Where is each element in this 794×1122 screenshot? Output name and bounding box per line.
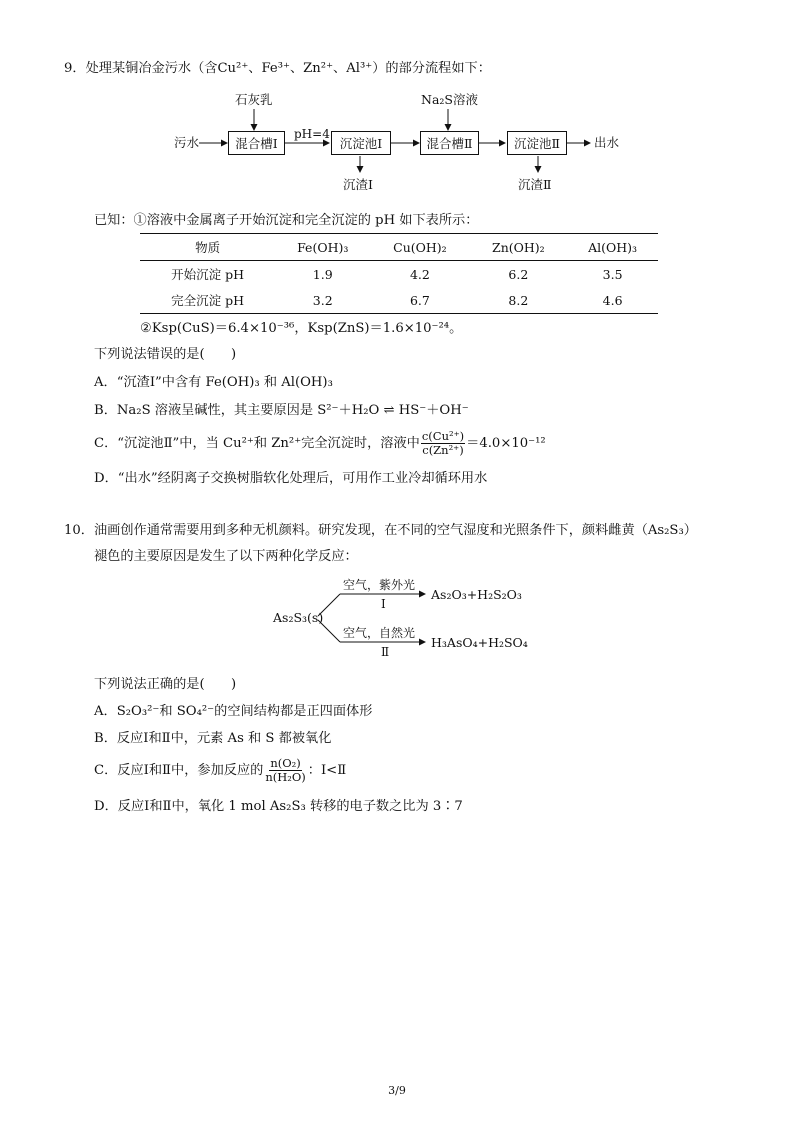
table-cell: 开始沉淀 pH	[171, 267, 245, 282]
q10-option-c-value: ：Ⅰ<Ⅱ	[307, 763, 347, 779]
reaction-product-lower: H₃AsO₄+H₂SO₄	[431, 635, 528, 650]
table-cell: 1.9	[312, 266, 333, 282]
flow-output-label: 出水	[594, 135, 620, 150]
q10-option-c	[94, 757, 346, 784]
q9-option-b: B．Na₂S 溶液呈碱性，其主要原因是 S²⁻＋H₂O ⇌ HS⁻＋OH⁻	[94, 403, 469, 418]
fraction-numerator: c(Cu²⁺)	[421, 429, 465, 443]
flow-input-label: 污水	[174, 135, 200, 150]
table-cell: 8.2	[508, 292, 529, 308]
q9-ask: 下列说法错误的是( )	[94, 347, 237, 362]
ph-table-header-cell: Cu(OH)₂	[393, 239, 447, 255]
flow-pool2-box: 沉淀池Ⅱ	[507, 131, 567, 155]
fraction-denominator: n(H₂O)	[265, 770, 306, 785]
ph-table-header-cell: Al(OH)₃	[588, 239, 638, 255]
flow-tank1-box: 混合槽Ⅰ	[228, 131, 285, 155]
fraction-numerator: n(O₂)	[270, 756, 301, 770]
flow-residue1-label: 沉渣Ⅰ	[343, 177, 373, 192]
q9-option-c-value: ＝4.0×10⁻¹²	[466, 436, 546, 452]
reaction-roman-lower: Ⅱ	[381, 645, 390, 659]
q10-option-d: D．反应Ⅰ和Ⅱ中，氧化 1 mol As₂S₃ 转移的电子数之比为 3∶7	[94, 799, 463, 814]
reaction-condition-lower: 空气，自然光	[343, 626, 416, 640]
ph-table-header-cell: Fe(OH)₃	[297, 239, 349, 255]
table-cell: 4.2	[409, 266, 430, 282]
flow-residue2-label: 沉渣Ⅱ	[518, 177, 552, 192]
table-cell: 4.6	[602, 292, 623, 308]
table-cell: 6.7	[409, 292, 430, 308]
table-cell: 完全沉淀 pH	[171, 293, 245, 308]
q10-stem-line2: 褪色的主要原因是发生了以下两种化学反应：	[94, 549, 358, 564]
flow-pool1-box: 沉淀池Ⅰ	[331, 131, 391, 155]
reaction-product-upper: As₂O₃+H₂S₂O₃	[431, 587, 522, 602]
ph-table-header-cell: 物质	[195, 240, 221, 255]
flow-ph-label: pH=4	[294, 127, 330, 141]
q9-ksp-values: ②Ksp(CuS)＝6.4×10⁻³⁶，Ksp(ZnS)＝1.6×10⁻²⁴。	[140, 321, 463, 336]
ph-table-header-cell: Zn(OH)₂	[492, 239, 545, 255]
table-cell: 6.2	[508, 266, 529, 282]
flow-reagent1-label: 石灰乳	[235, 92, 273, 107]
table-cell: 3.2	[312, 292, 333, 308]
table-cell: 3.5	[602, 266, 623, 282]
q9-known-intro: 已知：①溶液中金属离子开始沉淀和完全沉淀的 pH 如下表所示：	[94, 213, 479, 228]
q9-option-d: D．“出水”经阴离子交换树脂软化处理后，可用作工业冷却循环用水	[94, 471, 488, 486]
q10-option-b: B．反应Ⅰ和Ⅱ中，元素 As 和 S 都被氧化	[94, 731, 332, 746]
page-number: 3/9	[388, 1084, 406, 1097]
q10-stem-line1: 10．油画创作通常需要用到多种无机颜料。研究发现，在不同的空气湿度和光照条件下，颜料雌黄（As₂S₃）	[64, 523, 697, 538]
flow-tank2-box: 混合槽Ⅱ	[420, 131, 479, 155]
q10-option-c-fraction	[264, 757, 306, 784]
q10-option-a: A．S₂O₃²⁻和 SO₄²⁻的空间结构都是正四面体形	[94, 704, 373, 719]
q10-ask: 下列说法正确的是( )	[94, 677, 237, 692]
flow-reagent2-label: Na₂S溶液	[421, 92, 478, 107]
q9-option-c-text: C．“沉淀池Ⅱ”中，当 Cu²⁺和 Zn²⁺完全沉淀时，溶液中	[94, 436, 420, 452]
q9-stem: 9．处理某铜冶金污水（含Cu²⁺、Fe³⁺、Zn²⁺、Al³⁺）的部分流程如下：	[64, 61, 491, 76]
fraction-denominator: c(Zn²⁺)	[422, 443, 464, 458]
q10-option-c-text: C．反应Ⅰ和Ⅱ中，参加反应的	[94, 763, 264, 779]
reaction-roman-upper: Ⅰ	[381, 597, 386, 611]
reaction-condition-upper: 空气，紫外光	[343, 578, 416, 592]
q9-option-a: A．“沉渣Ⅰ”中含有 Fe(OH)₃ 和 Al(OH)₃	[94, 375, 333, 390]
reaction-reactant: As₂S₃(s)	[273, 610, 324, 625]
